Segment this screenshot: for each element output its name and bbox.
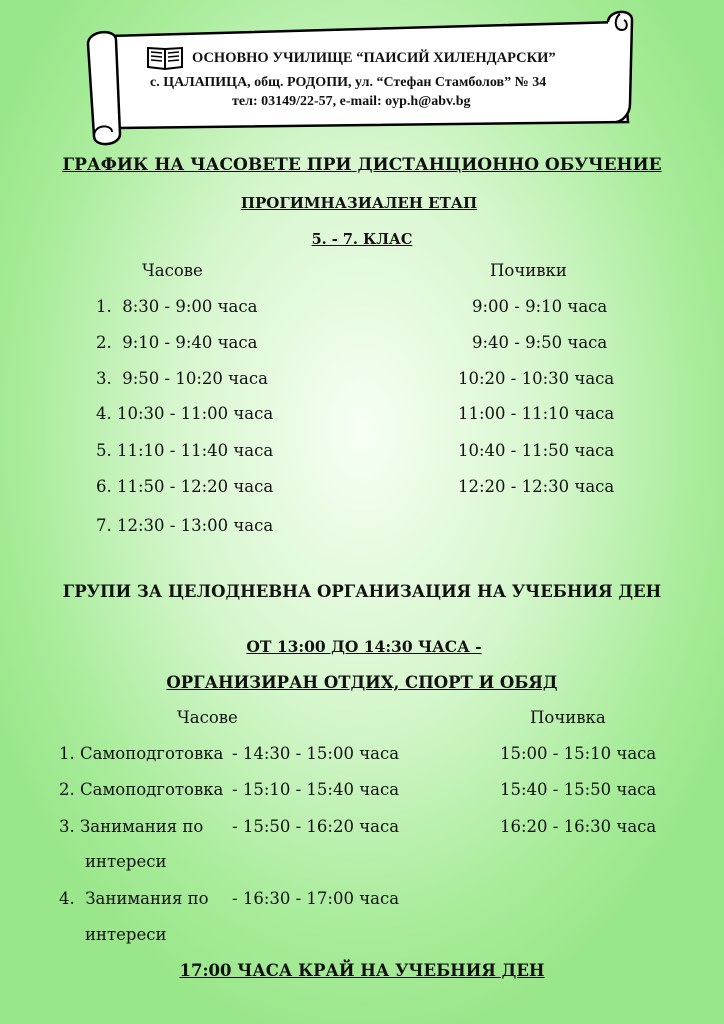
fd-row-4-name: 4. Занимания по (59, 889, 209, 908)
break-5: 10:40 - 11:50 часа (458, 441, 615, 460)
page-title: ГРАФИК НА ЧАСОВЕТЕ ПРИ ДИСТАНЦИОННО ОБУЧЕНИЕ (62, 155, 662, 175)
lesson-3: 3. 9:50 - 10:20 часа (96, 369, 268, 388)
fd-row-1-break: 15:00 - 15:10 часа (500, 744, 657, 763)
stage-label: ПРОГИМНАЗИАЛЕН ЕТАП (240, 194, 478, 212)
col-hours-header: Часове (142, 261, 203, 280)
fd-row-4-name-cont: интереси (85, 925, 167, 944)
fd-row-2-time: - 15:10 - 15:40 часа (232, 780, 400, 799)
day-end-label: 17:00 ЧАСА КРАЙ НА УЧЕБНИЯ ДЕН (179, 961, 545, 980)
full-day-time-range: ОТ 13:00 ДО 14:30 ЧАСА - (246, 637, 482, 656)
lesson-5: 5. 11:10 - 11:40 часа (96, 441, 274, 460)
fd-row-1-name: 1. Самоподготовка (59, 744, 224, 763)
school-address: с. ЦАЛАПИЦА, общ. РОДОПИ, ул. “Стефан Стамболов” № 34 (150, 75, 547, 90)
fd-row-2-name: 2. Самоподготовка (59, 780, 224, 799)
lesson-1: 1. 8:30 - 9:00 часа (96, 297, 258, 316)
fd-row-3-time: - 15:50 - 16:20 часа (232, 817, 400, 836)
break-1: 9:00 - 9:10 часа (472, 297, 608, 316)
lesson-7: 7. 12:30 - 13:00 часа (96, 516, 274, 535)
fd-row-2-break: 15:40 - 15:50 часа (500, 780, 657, 799)
fd-row-1-time: - 14:30 - 15:00 часа (232, 744, 400, 763)
fd-row-3-name: 3. Занимания по (59, 817, 204, 836)
full-day-heading: ГРУПИ ЗА ЦЕЛОДНЕВНА ОРГАНИЗАЦИЯ НА УЧЕБНИЯ ДЕН (62, 582, 662, 601)
school-contacts: тел: 03149/22-57, e-mail: oyp.h@abv.bg (232, 94, 471, 109)
fd-row-3-name-cont: интереси (85, 852, 167, 871)
col-breaks-header: Почивки (490, 261, 567, 280)
school-name: ОСНОВНО УЧИЛИЩЕ “ПАИСИЙ ХИЛЕНДАРСКИ” (192, 50, 556, 66)
break-6: 12:20 - 12:30 часа (458, 477, 615, 496)
lesson-2: 2. 9:10 - 9:40 часа (96, 333, 258, 352)
fd-row-4-time: - 16:30 - 17:00 часа (232, 889, 400, 908)
open-book-icon (146, 45, 184, 71)
fd-col-break-header: Почивка (530, 708, 606, 727)
break-4: 11:00 - 11:10 часа (458, 404, 615, 423)
full-day-activity: ОРГАНИЗИРАН ОТДИХ, СПОРТ И ОБЯД (166, 673, 558, 692)
break-2: 9:40 - 9:50 часа (472, 333, 608, 352)
break-3: 10:20 - 10:30 часа (458, 369, 615, 388)
lesson-6: 6. 11:50 - 12:20 часа (96, 477, 274, 496)
lesson-4: 4. 10:30 - 11:00 часа (96, 404, 274, 423)
grades-label: 5. - 7. КЛАС (311, 231, 413, 248)
fd-row-3-break: 16:20 - 16:30 часа (500, 817, 657, 836)
fd-col-hours-header: Часове (177, 708, 238, 727)
